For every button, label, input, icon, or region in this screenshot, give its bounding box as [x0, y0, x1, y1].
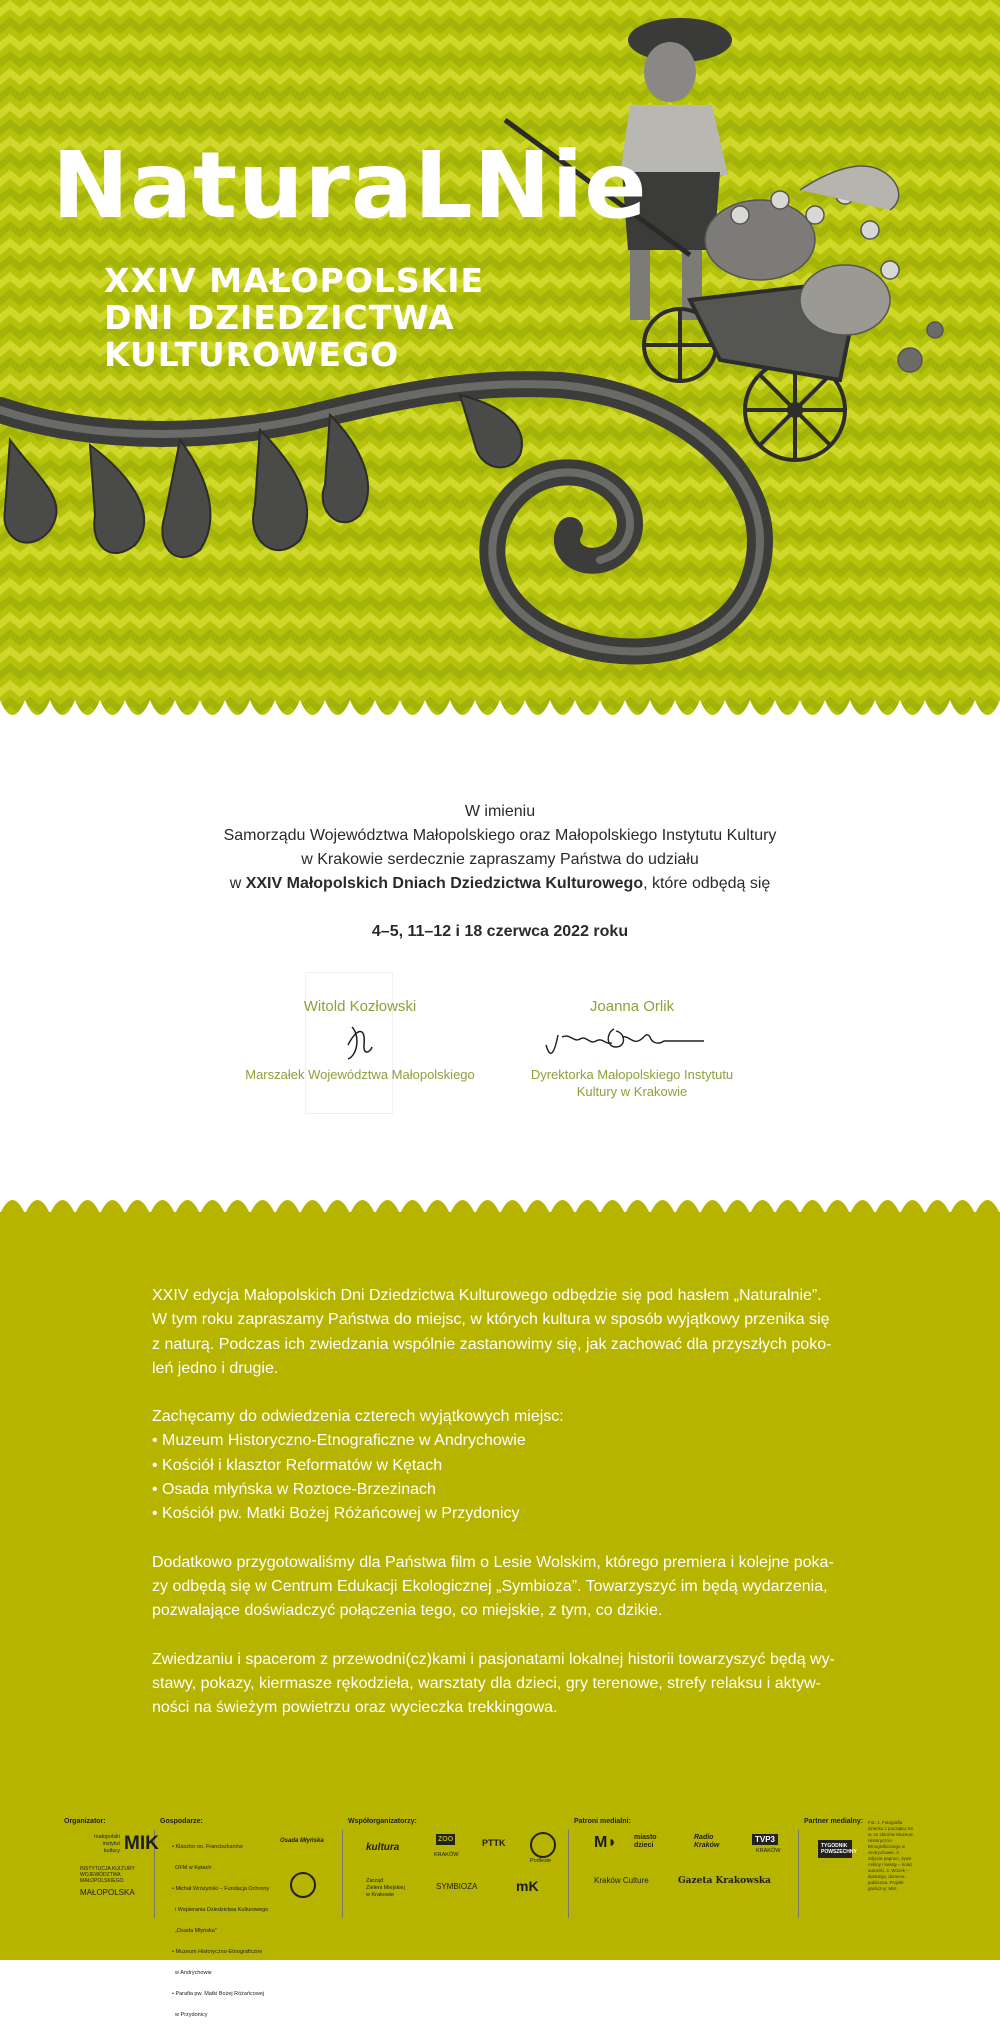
hero-title: NaturaLNie	[52, 132, 648, 239]
mk-logo: mK	[516, 1878, 539, 1894]
malopolska-logo: MAŁOPOLSKA	[80, 1888, 135, 1897]
text-line: zy odbędą się w Centrum Edukacji Ekologicznej „Symbioza”. Towarzyszyć im będą wydarzenia,	[152, 1577, 828, 1595]
place-item: • Kościół pw. Matki Bożej Różańcowej w Przydonicy	[152, 1505, 520, 1523]
place-item: • Osada młyńska w Roztoce-Brzezinach	[152, 1481, 436, 1499]
mik-logo-text	[80, 1834, 120, 1855]
mik-sub-line: MAŁOPOLSKIEGO	[80, 1878, 124, 1884]
organizer-heading: Organizator:	[64, 1818, 106, 1825]
tvp3-subtitle: KRAKÓW	[756, 1848, 781, 1854]
hosts-list	[172, 1830, 270, 2033]
invitation-line: w Krakowie serdecznie zapraszamy Państwa do udziału	[301, 851, 699, 868]
photo-credits: Fot. 1. Fotografia dziecka z początku XX w. ze zbiorów Muzeum Historyczno-Etnograficznego w Andrychowie. 2. Zdjęcie paproci, żywe rośliny i kwiaty – kolaż autorski. 3. Wózek – ilustracja, domena publiczna. Projekt graficzny: MIK.	[868, 1820, 914, 1891]
text-line: stawy, pokazy, kiermasze rękodzieła, warsztaty dla dzieci, gry terenowe, strefy relaksu i aktyw-	[152, 1674, 821, 1692]
hosts-heading: Gospodarze:	[160, 1818, 203, 1825]
text-line: W tym roku zapraszamy Państwa do miejsc, w których kultura w sposób wyjątkowy przenika się	[152, 1311, 830, 1329]
signatory-name: Witold Kozłowski	[303, 998, 417, 1015]
pttk-logo: PTTK	[482, 1838, 506, 1848]
description-paragraph	[152, 1648, 852, 1721]
divider	[342, 1830, 343, 1918]
description-paragraph	[152, 1284, 852, 1381]
place-item: • Kościół i klasztor Reformatów w Kętach	[152, 1456, 443, 1474]
host-line: • Parafia pw. Matki Bożej Różańcowej	[172, 1991, 265, 1997]
signatory-role: Dyrektorka Małopolskiego Instytutu	[530, 1067, 734, 1082]
text-line: Zwiedzaniu i spacerom z przewodni(cz)kami i pasjonatami lokalnej historii towarzyszyć będą wy-	[152, 1650, 835, 1668]
mik-subtitle	[80, 1866, 135, 1884]
gazeta-krakowska-logo: Gazeta Krakowska	[678, 1876, 771, 1886]
text-line: leń jedno i drugie.	[152, 1359, 279, 1377]
signatory-director	[510, 998, 754, 1100]
places-list	[152, 1405, 852, 1526]
krakow-culture-logo: Kraków Culture	[594, 1876, 649, 1885]
invitation-text	[0, 800, 1000, 944]
mik-text-line: kultury	[103, 1848, 120, 1854]
tygodnik-powszechny-logo: TYGODNIK POWSZECHNY	[818, 1840, 852, 1858]
hero-subtitle-line: KULTUROWEGO	[104, 335, 400, 374]
host-line: w Andrychowie	[172, 1970, 212, 1976]
zarzad-line: Zarząd	[366, 1878, 384, 1884]
host-line: w Przydonicy	[172, 2012, 208, 2018]
host-line: • Klasztor oo. Franciszkanów	[172, 1844, 243, 1850]
symbioza-logo: SYMBIOZA	[436, 1882, 478, 1891]
hero-subtitle-line: XXIV MAŁOPOLSKIE	[104, 261, 485, 300]
podlesie-label: Podlesie	[530, 1858, 552, 1864]
zarzad-zieleni-logo	[366, 1878, 405, 1899]
host-line: „Osada Młyńska”	[172, 1928, 217, 1934]
signatory-name: Joanna Orlik	[589, 998, 675, 1015]
media-patrons-heading: Patroni medialni:	[574, 1818, 631, 1825]
tvp3-logo: TVP3	[752, 1834, 778, 1845]
event-dates: 4–5, 11–12 i 18 czerwca 2022 roku	[371, 923, 629, 940]
md-line: miasto	[634, 1834, 657, 1841]
handwritten-signature	[230, 1015, 490, 1061]
md-logo-icon: M◗	[594, 1834, 617, 1851]
mik-sub-line: WOJEWÓDZTWA	[80, 1872, 121, 1878]
description-text	[152, 1284, 852, 1744]
zoo-subtitle: KRAKÓW	[434, 1852, 459, 1858]
host-line: • Michał Wróżyński – Fundacja Ochrony	[172, 1886, 270, 1892]
event-name: XXIV Małopolskich Dniach Dziedzictwa Kulturowego	[245, 875, 644, 892]
zarzad-line: Zieleni Miejskiej	[366, 1885, 405, 1891]
signatory-role: Kultury w Krakowie	[576, 1084, 688, 1099]
zarzad-line: w Krakowie	[366, 1892, 395, 1898]
radio-line: Radio	[694, 1834, 714, 1841]
text-line: z naturą. Podczas ich zwiedzania wspólnie zastanowimy się, jak zachować dla przyszłych poko-	[152, 1335, 832, 1353]
podlesie-emblem-icon	[530, 1832, 556, 1858]
sponsor-logos	[64, 1818, 944, 2018]
divider	[798, 1830, 799, 1918]
text-line: Dodatkowo przygotowaliśmy dla Państwa film o Lesie Wolskim, którego premiera i kolejne poka-	[152, 1553, 834, 1571]
invitation-line	[0, 872, 1000, 896]
invitation-suffix: , które odbędą się	[643, 875, 771, 892]
host-line: i Wspierania Dziedzictwa Kulturowego	[172, 1907, 269, 1913]
mik-text-line: instytut	[102, 1841, 120, 1847]
zoo-logo: ZOO	[438, 1836, 454, 1843]
signatory-role: Marszałek Województwa Małopolskiego	[245, 1067, 475, 1082]
media-partner-heading: Partner medialny:	[804, 1818, 864, 1825]
mik-logo: MIK	[124, 1833, 159, 1854]
md-line: dzieci	[634, 1842, 654, 1849]
radio-krakow-logo	[694, 1834, 719, 1850]
text-line: ności na świeżym powietrzu oraz wycieczka trekkingowa.	[152, 1699, 558, 1717]
radio-line: Kraków	[694, 1842, 720, 1849]
kultura-logo: kultura	[366, 1842, 400, 1853]
church-emblem-icon	[290, 1872, 316, 1898]
text-line: pozwalające doświadczyć połączenia tego, co miejskie, z tym, co dzikie.	[152, 1602, 663, 1620]
divider	[568, 1830, 569, 1918]
handwritten-signature	[510, 1015, 754, 1061]
scallop-edge	[0, 700, 1000, 715]
place-item: • Muzeum Historyczno-Etnograficzne w Andrychowie	[152, 1432, 526, 1450]
coorganizers-heading: Współorganizatorzy:	[348, 1818, 417, 1825]
invitation-line: Samorządu Województwa Małopolskiego oraz Małopolskiego Instytutu Kultury	[223, 827, 777, 844]
invitation-line: W imieniu	[464, 803, 536, 820]
hero-banner	[0, 0, 1000, 730]
places-intro: Zachęcamy do odwiedzenia czterech wyjątkowych miejsc:	[152, 1408, 564, 1426]
scallop-divider	[0, 1190, 1000, 1212]
mik-text-line: małopolski	[94, 1834, 120, 1840]
mik-sub-line: INSTYTUCJA KULTURY	[80, 1866, 135, 1872]
hero-subtitle-line: DNI DZIEDZICTWA	[104, 298, 455, 337]
invitation-prefix: w	[229, 875, 246, 892]
description-paragraph	[152, 1551, 852, 1624]
host-line: OFM w Kętach	[172, 1865, 212, 1871]
osada-mlynska-logo: Osada Młyńska	[280, 1838, 324, 1844]
miasto-dzieci-logo	[634, 1834, 657, 1850]
host-line: • Muzeum Historyczno-Etnograficzne	[172, 1949, 263, 1955]
hero-subtitle	[104, 262, 484, 373]
signatory-marshal	[230, 998, 490, 1083]
text-line: XXIV edycja Małopolskich Dni Dziedzictwa Kulturowego odbędzie się pod hasłem „Naturalnie”.	[152, 1287, 822, 1304]
